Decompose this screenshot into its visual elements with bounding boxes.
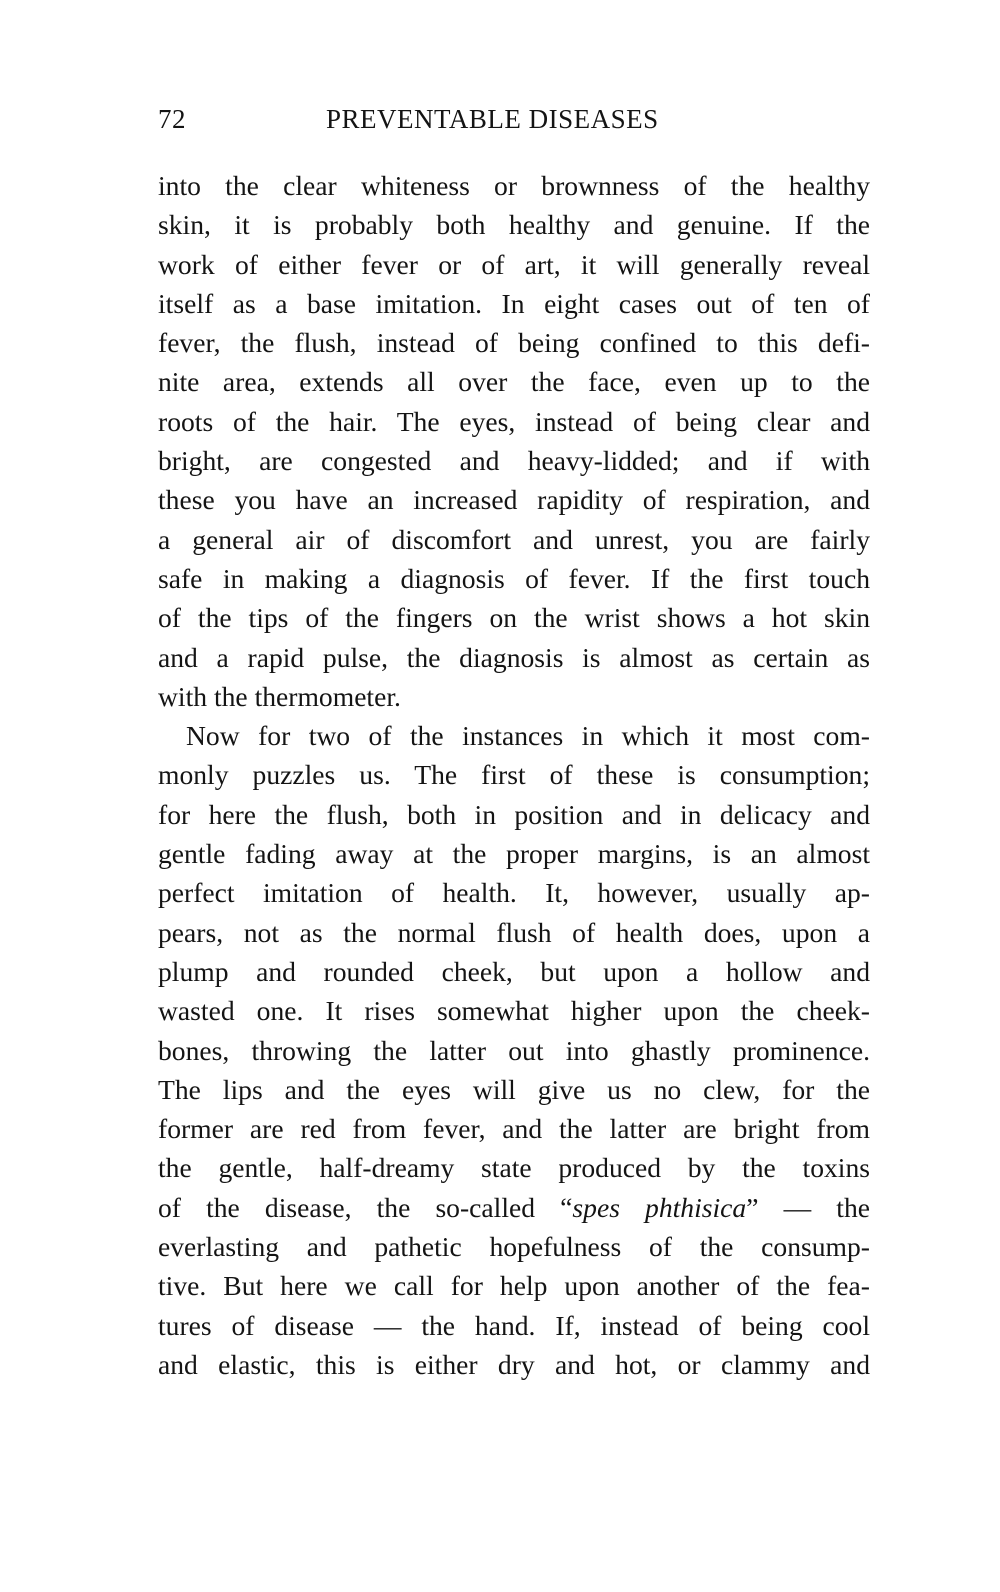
text-line: roots of the hair. The eyes, instead of being clear and bbox=[158, 405, 870, 437]
text-line: for here the flush, both in position and in delicacy and bbox=[158, 798, 870, 830]
text-line: bright, are congested and heavy-lidded; and if with bbox=[158, 445, 870, 477]
text-line: tive. But here we call for help upon another of the fea- bbox=[158, 1270, 870, 1302]
text-line: nite area, extends all over the face, even up to the bbox=[158, 366, 870, 398]
paragraph-1 bbox=[158, 166, 870, 716]
text-line: of the tips of the fingers on the wrist shows a hot skin bbox=[158, 602, 870, 634]
text-line: gentle fading away at the proper margins, is an almost bbox=[158, 838, 870, 870]
text-line: skin, it is probably both healthy and genuine. If the bbox=[158, 209, 870, 241]
page-header bbox=[158, 104, 870, 144]
text-line: into the clear whiteness or brownness of the healthy bbox=[158, 170, 870, 201]
text-line: plump and rounded cheek, but upon a hollow and bbox=[158, 955, 870, 987]
text-line: fever, the flush, instead of being confined to this defi- bbox=[158, 327, 870, 359]
text-line: perfect imitation of health. It, however, usually ap- bbox=[158, 877, 870, 909]
text-line: bones, throwing the latter out into ghastly prominence. bbox=[158, 1034, 870, 1066]
text-line: with the thermometer. bbox=[158, 680, 401, 712]
text-line: former are red from fever, and the latter are bright from bbox=[158, 1113, 870, 1145]
italic-phrase: spes phthisica bbox=[572, 1191, 747, 1223]
text-line: tures of disease — the hand. If, instead of being cool bbox=[158, 1309, 870, 1341]
paragraph-2 bbox=[158, 716, 870, 1384]
text-fragment: ” — the bbox=[746, 1191, 870, 1223]
text-line: everlasting and pathetic hopefulness of the consump- bbox=[158, 1231, 870, 1263]
text-fragment: of the disease, the so-called “ bbox=[158, 1191, 573, 1223]
text-line: the gentle, half-dreamy state produced by the toxins bbox=[158, 1152, 870, 1184]
text-line: a general air of discomfort and unrest, you are fairly bbox=[158, 523, 870, 555]
text-line: and a rapid pulse, the diagnosis is almost as certain as bbox=[158, 641, 870, 673]
text-line: work of either fever or of art, it will generally reveal bbox=[158, 248, 870, 280]
text-line: monly puzzles us. The first of these is consumption; bbox=[158, 759, 870, 791]
text-line: safe in making a diagnosis of fever. If the first touch bbox=[158, 562, 870, 594]
text-line: these you have an increased rapidity of respiration, and bbox=[158, 484, 870, 516]
text-line: wasted one. It rises somewhat higher upon the cheek- bbox=[158, 995, 870, 1027]
page-number: 72 bbox=[158, 104, 186, 134]
text-line: itself as a base imitation. In eight cases out of ten of bbox=[158, 287, 870, 319]
text-line: pears, not as the normal flush of health does, upon a bbox=[158, 916, 870, 948]
text-line: and elastic, this is either dry and hot, or clammy and bbox=[158, 1348, 870, 1380]
body-text bbox=[158, 166, 870, 1384]
text-line: Now for two of the instances in which it most com- bbox=[186, 720, 870, 752]
text-line-with-italic bbox=[158, 1188, 870, 1227]
text-line: The lips and the eyes will give us no clew, for the bbox=[158, 1073, 870, 1105]
running-title: PREVENTABLE DISEASES bbox=[326, 104, 659, 134]
